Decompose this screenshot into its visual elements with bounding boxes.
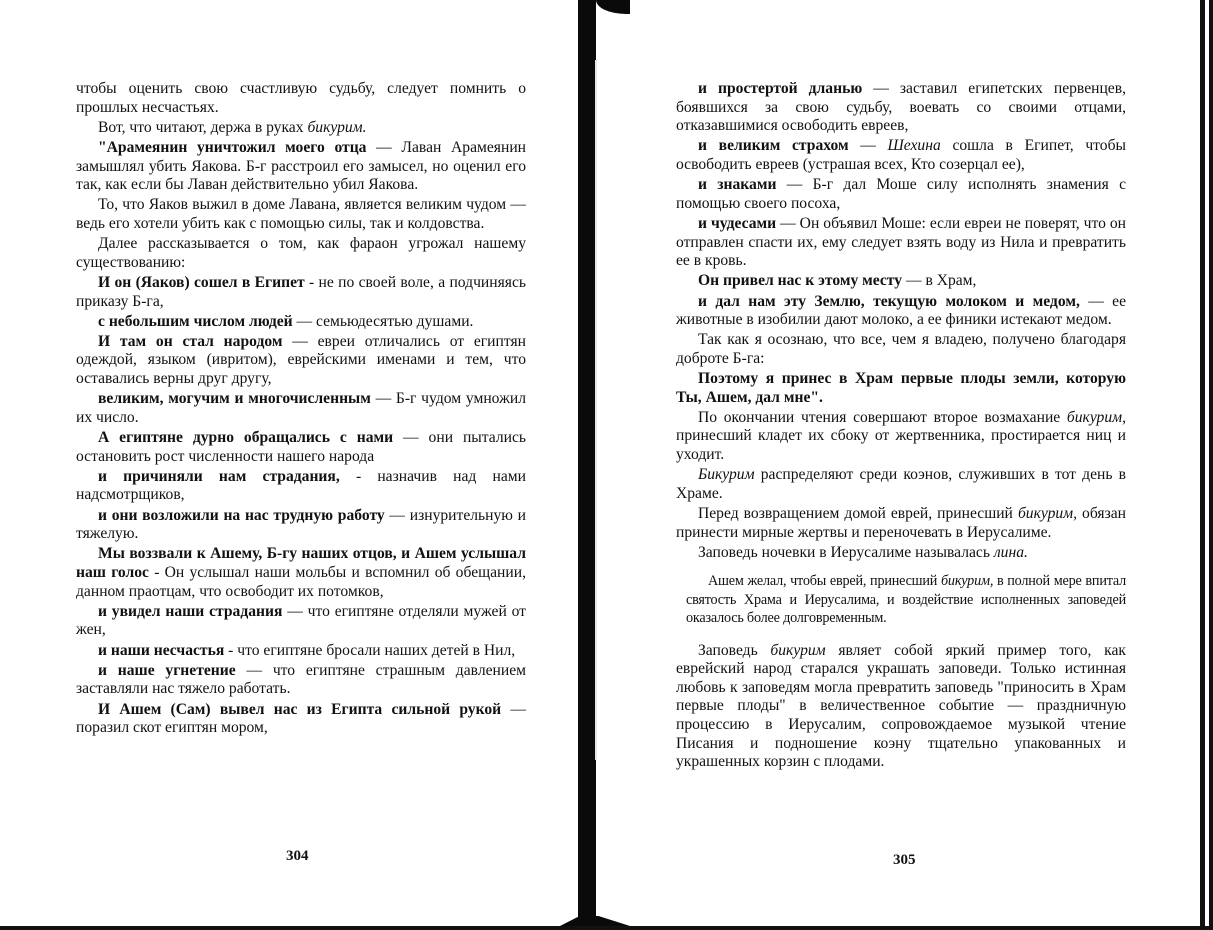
- text-run: — Он объявил Моше: если евреи не поверят, что он отправлен спасти их, ему следует взять воду из Нила и превратить ее в кровь.: [676, 214, 1126, 270]
- closing-paragraph: [676, 642, 1126, 772]
- paragraph: [676, 176, 1126, 213]
- bold-phrase: "Арамеянин уничтожил моего отца: [98, 138, 367, 156]
- bold-phrase: Поэтому я принес в Храм первые плоды земли, которую Ты, Ашем, дал мне".: [676, 370, 1126, 406]
- text-run: — поразил скот египтян мором,: [76, 700, 526, 737]
- spine-highlight: [595, 60, 597, 760]
- paragraph: [676, 80, 1126, 136]
- paragraph: [76, 468, 526, 505]
- paragraph: [76, 119, 526, 138]
- paragraph: [76, 662, 526, 699]
- bold-phrase: А египтяне дурно обращались с нами: [98, 429, 394, 447]
- bold-phrase: и они возложили на нас трудную работу: [98, 506, 385, 524]
- text-run: - что египтяне бросали наших детей в Нил,: [224, 641, 516, 659]
- bold-phrase: и простертой дланью: [698, 80, 863, 97]
- spine-bottom-flare: [560, 916, 630, 926]
- text-run: — изнурительную и тяжелую.: [76, 506, 526, 543]
- italic-term: Бикурим: [698, 466, 755, 484]
- italic-term: лина.: [993, 543, 1028, 561]
- bold-phrase: и причиняли нам страдания,: [98, 467, 340, 485]
- bold-phrase: и наши несчастья: [98, 641, 225, 659]
- paragraph: [76, 429, 526, 466]
- text-run: — Б-г чудом умножил их число.: [76, 390, 526, 426]
- right-page-edge: [1200, 0, 1205, 926]
- paragraph: [76, 333, 526, 389]
- text-run: Далее рассказывается о том, как фараон угрожал нашему существованию:: [76, 235, 526, 271]
- page-number-right: 305: [893, 852, 916, 868]
- paragraph: [676, 466, 1126, 503]
- bold-phrase: И он (Яаков) сошел в Египет: [98, 273, 305, 291]
- bold-phrase: великим, могучим и многочисленным: [98, 390, 371, 408]
- italic-term: бикурим,: [1066, 408, 1126, 426]
- bold-phrase: И Ашем (Сам) вывел нас из Египта сильной рукой: [98, 700, 502, 718]
- bold-phrase: и чудесами: [698, 214, 777, 232]
- bold-phrase: и наше угнетение: [98, 661, 236, 679]
- italic-term: бикурим.: [307, 118, 367, 136]
- italic-term: бикурим,: [1017, 505, 1078, 522]
- paragraph: [676, 331, 1126, 368]
- paragraph: [76, 313, 526, 332]
- text-run: Перед возвращением домой еврей, принесший: [698, 505, 1018, 522]
- book-spine: [578, 0, 596, 926]
- paragraph: [676, 544, 1126, 563]
- paragraph: [676, 137, 1126, 174]
- bold-phrase: Он привел нас к этому месту: [698, 272, 903, 290]
- text-run: являет собой яркий пример того, как еврейский народ старался украшать заповеди. Только истинная любовь к заповедям могла превратить заповедь "приносить в Храм первые плоды" в величественное событие — праздничную процессию в Иерусалим, сопровождаемое музыкой чтение Писания и подношение коэну тщательно упакованных и украшенных корзин с плодами.: [676, 641, 1126, 771]
- text-run: в полной мере впитал святость Храма и Иерусалима, и воздействие исполненных заповедей оказалось более долговременным.: [686, 573, 1126, 627]
- text-run: — заставил египетских первенцев, боявшихся за свою судьбу, воевать со своими отцами, отказавшимися освободить евреев,: [676, 80, 1126, 135]
- page-number-left: 304: [286, 848, 309, 864]
- text-run: Заповедь ночевки в Иерусалиме называлась: [698, 543, 994, 561]
- text-run: принесший кладет их сбоку от жертвенника, простирается ниц и уходит.: [676, 427, 1126, 464]
- paragraph: [76, 642, 526, 661]
- bold-phrase: Мы воззвали к Ашему, Б-гу наших отцов, и Ашем услышал наш голос: [76, 545, 526, 581]
- paragraph: [676, 505, 1126, 542]
- text-run: — в Храм,: [902, 272, 977, 290]
- paragraph: [76, 701, 526, 738]
- spine-top-curl: [596, 0, 630, 14]
- text-run: По окончании чтения совершают второе возмахание: [698, 408, 1067, 426]
- paragraph: [676, 272, 1126, 291]
- paragraph: [76, 235, 526, 272]
- left-page-body: [76, 80, 526, 739]
- text-run: распределяют среди коэнов, служивших в тот день в Храме.: [676, 466, 1126, 502]
- paragraph: [76, 80, 526, 117]
- paragraph: [76, 390, 526, 427]
- paragraph: [676, 215, 1126, 271]
- text-run: То, что Яаков выжил в доме Лавана, является великим чудом — ведь его хотели убить как с помощью силы, так и колдовства.: [76, 196, 526, 232]
- text-run: - Он услышал наши мольбы и вспомнил об обещании, данном праотцам, что освободит их потомков,: [76, 563, 526, 600]
- text-run: обязан принести мирные жертвы и переночевать в Иерусалиме.: [676, 505, 1127, 541]
- bold-phrase: и знаками: [698, 176, 777, 194]
- bold-phrase: И там он стал народом: [98, 332, 283, 350]
- text-run: — что египтяне страшным давлением заставляли нас тяжело работать.: [76, 661, 526, 698]
- bold-phrase: и дал нам эту Землю, текущую молоком и медом,: [698, 292, 1080, 310]
- right-page-body: [676, 80, 1126, 773]
- paragraph: [76, 196, 526, 233]
- text-run: Так как я осознаю, что все, чем я владею, получено благодаря доброте Б-га:: [676, 331, 1126, 367]
- italic-term: бикурим: [770, 641, 826, 659]
- text-run: — Лаван Арамеянин замышлял убить Яакова. Б-г расстроил его замысел, но оценил его так, как если бы Лаван действительно убил Яакова.: [76, 138, 527, 194]
- text-run: — Б-г дал Моше силу исполнять знамения с помощью своего посоха,: [676, 176, 1126, 212]
- bottom-scan-edge: [0, 926, 1213, 930]
- italic-term: Шехина: [887, 137, 941, 155]
- text-run: — евреи отличались от египтян одеждой, языком (ивритом), еврейскими именами и тем, что оставались верны друг другу,: [76, 332, 526, 388]
- paragraph: [676, 370, 1126, 407]
- right-page-edge-outer: [1209, 0, 1213, 926]
- bold-phrase: и увидел наши страдания: [98, 602, 283, 620]
- paragraph: [76, 139, 526, 195]
- text-run: Заповедь: [698, 641, 771, 659]
- right-page-paragraphs: [676, 80, 1126, 562]
- text-run: — ее животные в изобилии дают молоко, а ее финики истекают медом.: [676, 292, 1126, 329]
- text-run: — что египтяне отделяли мужей от жен,: [76, 602, 526, 639]
- paragraph: [676, 409, 1126, 465]
- bold-phrase: и великим страхом: [698, 137, 849, 155]
- paragraph: [76, 545, 526, 601]
- italic-term: бикурим,: [941, 573, 994, 590]
- text-run: - назначив над нами надсмотрщиков,: [76, 467, 527, 504]
- text-run: — семьюдесятью душами.: [292, 312, 474, 330]
- paragraph: [76, 507, 526, 544]
- paragraph: [676, 293, 1126, 330]
- paragraph: [76, 274, 526, 311]
- sidebar-note: [686, 572, 1126, 627]
- text-run: —: [848, 137, 888, 155]
- text-run: Вот, что читают, держа в руках: [98, 118, 308, 136]
- text-run: чтобы оценить свою счастливую судьбу, следует помнить о прошлых несчастьях.: [76, 80, 526, 116]
- text-run: сошла в Египет, чтобы освободить евреев (устрашая всех, Кто созерцал ее),: [676, 137, 1126, 173]
- text-run: Ашем желал, чтобы еврей, принесший: [708, 573, 941, 590]
- bold-phrase: с небольшим числом людей: [98, 312, 293, 330]
- paragraph: [76, 603, 526, 640]
- text-run: - не по своей воле, а подчиняясь приказу Б-га,: [76, 273, 526, 310]
- text-run: — они пытались остановить рост численности нашего народа: [76, 429, 526, 465]
